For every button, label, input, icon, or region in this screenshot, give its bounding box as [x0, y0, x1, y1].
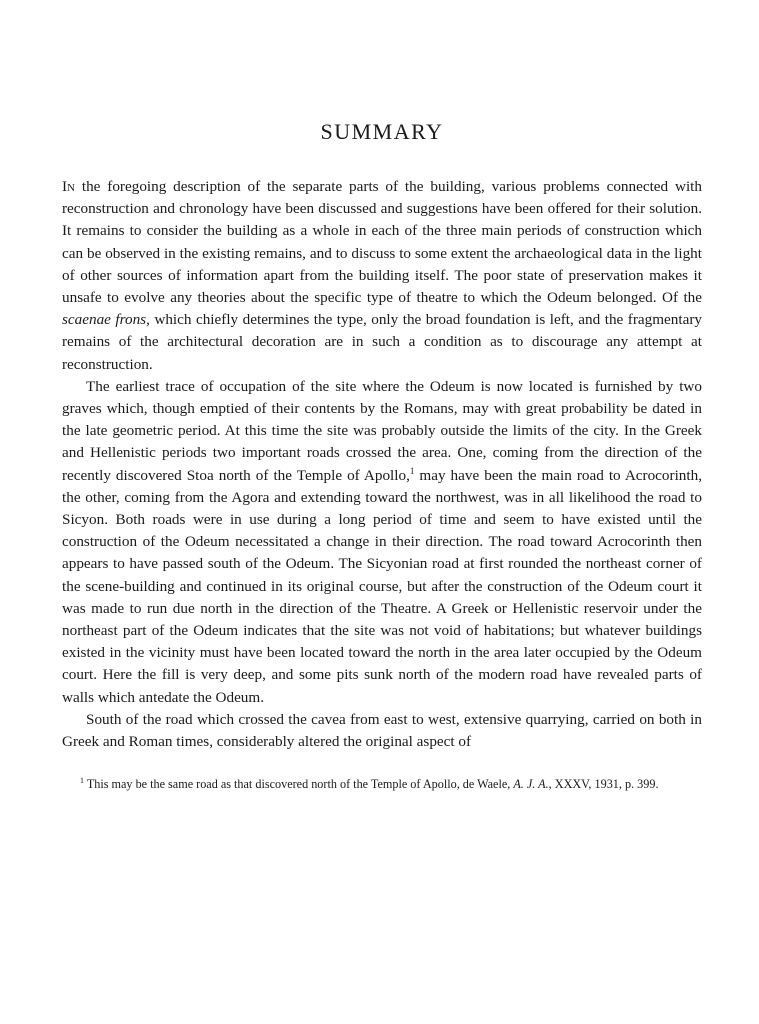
paragraph-1-text-a: the foregoing description of the separate parts of the building, various problems connected with reconstruction and chronology have been discussed and suggestions have been offered for their solution. It remains to consider the building as a whole in each of the three main periods of construction which can be observed in the existing remains, and to discuss to some extent the archaeological data in the light of other sources of information apart from the building itself. The poor state of preservation makes it unsafe to evolve any theories about the specific type of theatre to which the Odeum belonged. Of the — [62, 178, 702, 307]
paragraph-1 — [62, 176, 702, 376]
paragraph-2 — [62, 376, 702, 709]
footnote-number: 1 — [80, 776, 84, 786]
paragraph-1-text-b: which chiefly determines the type, only the broad foundation is left, and the fragmentary remains of the architectural decoration are in such a condition as to discourage any attempt at reconstruction. — [62, 311, 702, 373]
paragraph-1-italic: scaenae frons, — [62, 311, 150, 329]
page-title: SUMMARY — [320, 119, 444, 144]
page — [62, 118, 702, 793]
paragraph-3 — [62, 709, 702, 753]
footnotes — [62, 775, 702, 793]
footnote-1-italic: A. J. A., — [513, 777, 552, 792]
footnote-reference: 1 — [409, 465, 415, 476]
paragraph-3-text: South of the road which crossed the cavea from east to west, extensive quarrying, carried on both in Greek and Roman times, considerably altered the original aspect of — [62, 710, 702, 751]
paragraph-2-text-b: may have been the main road to Acrocorinth, the other, coming from the Agora and extending toward the northwest, was in all likelihood the road to Sicyon. Both roads were in use during a long period of time and seem to have existed until the construction of the Odeum necessitated a change in their direction. The road toward Acrocorinth then appears to have passed south of the Odeum. The Sicyonian road at first rounded the northeast corner of the scene-building and continued in its original course, but after the construction of the Odeum court it was made to run due north in the direction of the Theatre. A Greek or Hellenistic reservoir under the northeast part of the Odeum indicates that the site was not void of habitations; but whatever buildings existed in the vicinity must have been located toward the north in the area later occupied by the Odeum court. Here the fill is very deep, and some pits sunk north of the modern road have revealed parts of walls which antedate the Odeum. — [62, 466, 702, 706]
footnote-1-text-a: This may be the same road as that discovered north of the Temple of Apollo, de Waele, — [84, 777, 514, 792]
paragraph-2-text-a: The earliest trace of occupation of the site where the Odeum is now located is furnished by two graves which, though emptied of their contents by the Romans, may with great probability be dated in the late geometric period. At this time the site was probably outside the limits of the city. In the Greek and Hellenistic periods two important roads crossed the area. One, coming from the direction of the recently discovered Stoa north of the Temple of Apollo, — [62, 377, 702, 484]
footnote-1-text-b: XXXV, 1931, p. 399. — [551, 777, 659, 792]
paragraph-1-lead: In — [62, 178, 76, 195]
footnote-1 — [62, 775, 702, 793]
